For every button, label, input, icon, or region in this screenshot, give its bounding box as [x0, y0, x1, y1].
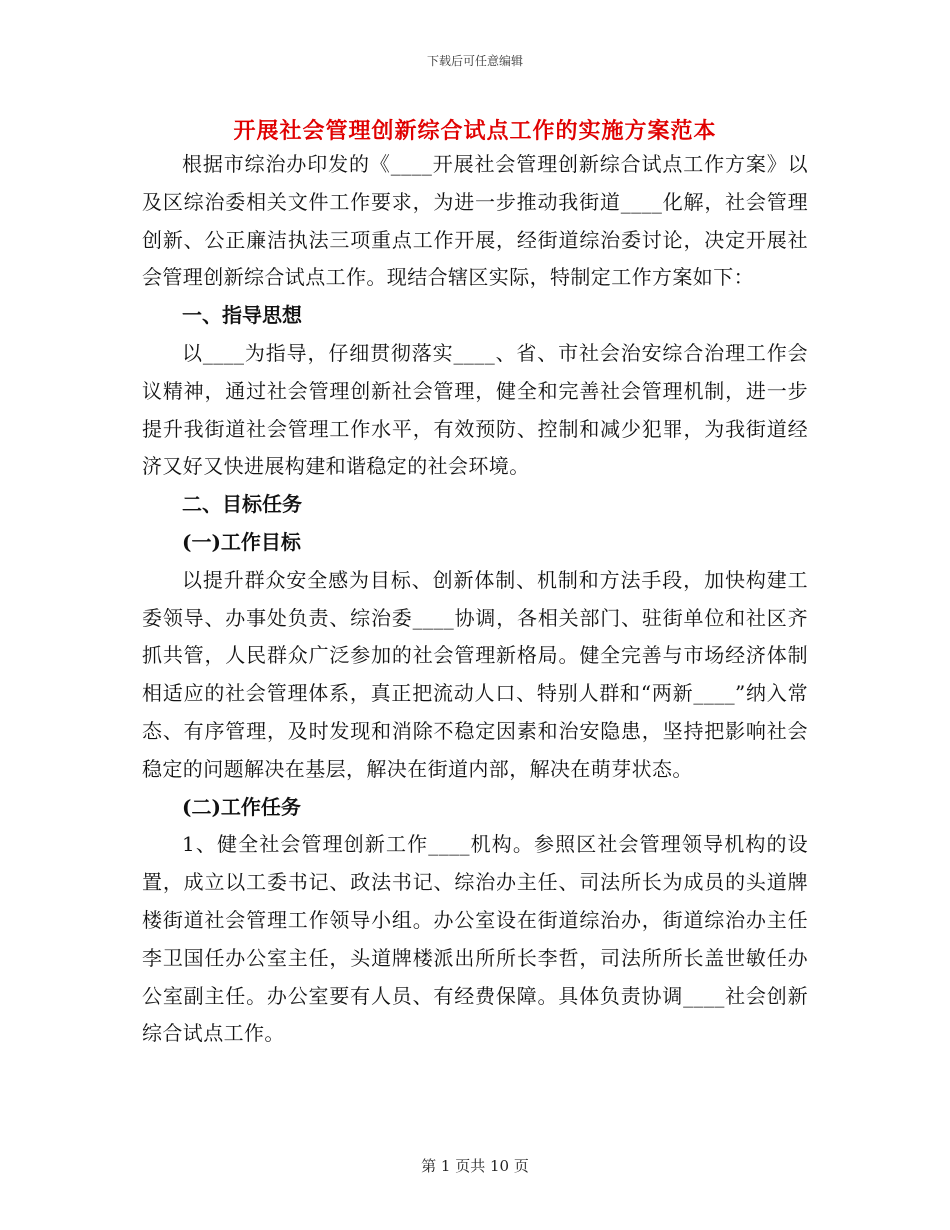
intro-paragraph: 根据市综治办印发的《____开展社会管理创新综合试点工作方案》以及区综治委相关文件工作要求，为进一步推动我街道____化解，社会管理创新、公正廉洁执法三项重点工作开展，经街道综治委讨论，决定开展社会管理创新综合试点工作。现结合辖区实际，特制定工作方案如下： [142, 152, 808, 290]
guiding-paragraph: 以____为指导，仔细贯彻落实____、省、市社会治安综合治理工作会议精神，通过社会管理创新社会管理，健全和完善社会管理机制，进一步提升我街道社会管理工作水平，有效预防、控制和减少犯罪，为我街道经济又好又快进展构建和谐稳定的社会环境。 [142, 340, 808, 479]
document-title: 开展社会管理创新综合试点工作的实施方案范本 [233, 118, 717, 144]
goal-paragraph: 以提升群众安全感为目标、创新体制、机制和方法手段，加快构建工委领导、办事处负责、综治委____协调，各相关部门、驻街单位和社区齐抓共管，人民群众广泛参加的社会管理新格局。健全完善与市场经济体制相适应的社会管理体系，真正把流动人口、特别人群和“两新____”纳入常态、有序管理，及时发现和消除不稳定因素和治安隐患，坚持把影响社会稳定的问题解决在基层，解决在街道内部，解决在萌芽状态。 [142, 567, 808, 781]
subsection-heading-work-goal: (一)工作目标 [182, 529, 301, 554]
section-heading-guiding: 一、指导思想 [182, 303, 302, 328]
header-note: 下载后可任意编辑 [426, 54, 523, 68]
document-body [142, 146, 808, 1053]
task-paragraph: 1、健全社会管理创新工作____机构。参照区社会管理领导机构的设置，成立以工委书记、政法书记、综治办主任、司法所长为成员的头道牌楼街道社会管理工作领导小组。办公室设在街道综治办，街道综治办主任李卫国任办公室主任，头道牌楼派出所所长李哲，司法所所长盖世敏任办公室副主任。办公室要有人员、有经费保障。具体负责协调____社会创新综合试点工作。 [142, 832, 808, 1046]
section-heading-goals: 二、目标任务 [182, 492, 302, 517]
subsection-heading-work-tasks: (二)工作任务 [182, 794, 301, 819]
page-number: 第 1 页共 10 页 [421, 1157, 529, 1175]
